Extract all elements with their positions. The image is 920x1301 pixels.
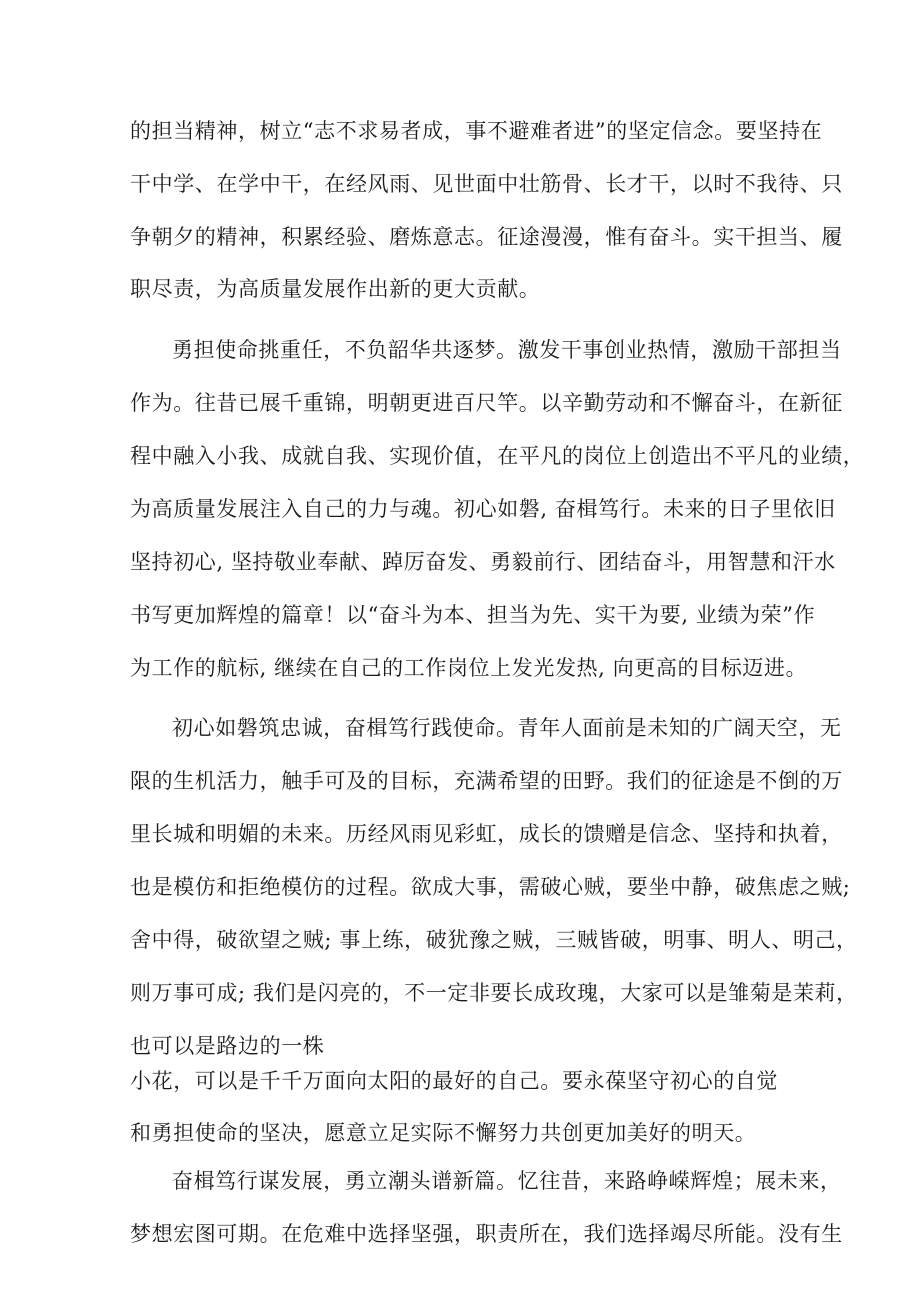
text-line: 争朝夕的精神，积累经验、磨炼意志。征途漫漫，惟有奋斗。实干担当、履: [130, 225, 843, 249]
text-line: 里长城和明媚的未来。历经风雨见彩虹，成长的馈赠是信念、坚持和执着，: [130, 822, 843, 846]
paragraph-first-line: 奋楫笃行谋发展，勇立潮头谱新篇。忆往昔，来路峥嵘辉煌；展未来，: [172, 1169, 842, 1193]
text-line: 限的生机活力，触手可及的目标，充满希望的田野。我们的征途是不倒的万: [130, 769, 843, 793]
text-line: 和勇担使命的坚决，愿意立足实际不懈努力共创更加美好的明天。: [130, 1121, 757, 1145]
text-line: 书写更加辉煌的篇章！以“奋斗为本、担当为先、实干为要, 业绩为荣”作: [130, 603, 816, 627]
text-line: 坚持初心, 坚持敬业奉献、踔厉奋发、勇毅前行、团结奋斗，用智慧和汗水: [130, 550, 836, 574]
text-line: 干中学、在学中干，在经风雨、见世面中壮筋骨、长才干，以时不我待、只: [130, 172, 843, 196]
text-line: 的担当精神，树立“志不求易者成，事不避难者进”的坚定信念。要坚持在: [130, 119, 823, 143]
text-line: 也可以是路边的一株: [130, 1034, 325, 1058]
text-line: 舍中得，破欲望之贼; 事上练，破犹豫之贼，三贼皆破，明事、明人、明己，: [130, 928, 858, 952]
text-line: 程中融入小我、成就自我、实现价值，在平凡的岗位上创造出不平凡的业绩，: [130, 444, 865, 468]
text-line: 则万事可成; 我们是闪亮的，不一定非要长成玫瑰，大家可以是雏菊是茉莉，: [130, 981, 858, 1005]
text-line: 作为。往昔已展千重锦，明朝更进百尺竿。以辛勤劳动和不懈奋斗，在新征: [130, 391, 843, 415]
text-line: 为高质量发展注入自己的力与魂。初心如磐, 奋楫笃行。未来的日子里依旧: [130, 497, 836, 521]
paragraph-first-line: 勇担使命挑重任，不负韶华共逐梦。激发干事创业热情，激励干部担当: [172, 338, 842, 362]
paragraph-first-line: 初心如磐筑忠诚，奋楫笃行践使命。青年人面前是未知的广阔天空，无: [172, 716, 842, 740]
text-line: 小花，可以是千千万面向太阳的最好的自己。要永葆坚守初心的自觉: [130, 1069, 778, 1093]
text-line: 职尽责，为高质量发展作出新的更大贡献。: [130, 277, 541, 301]
text-line: 为工作的航标, 继续在自己的工作岗位上发光发热, 向更高的目标迈进。: [130, 656, 808, 680]
text-line: 也是模仿和拒绝模仿的过程。欲成大事，需破心贼，要坐中静，破焦虑之贼;: [130, 875, 851, 899]
text-line: 梦想宏图可期。在危难中选择坚强，职责所在，我们选择竭尽所能。没有生: [130, 1222, 843, 1246]
